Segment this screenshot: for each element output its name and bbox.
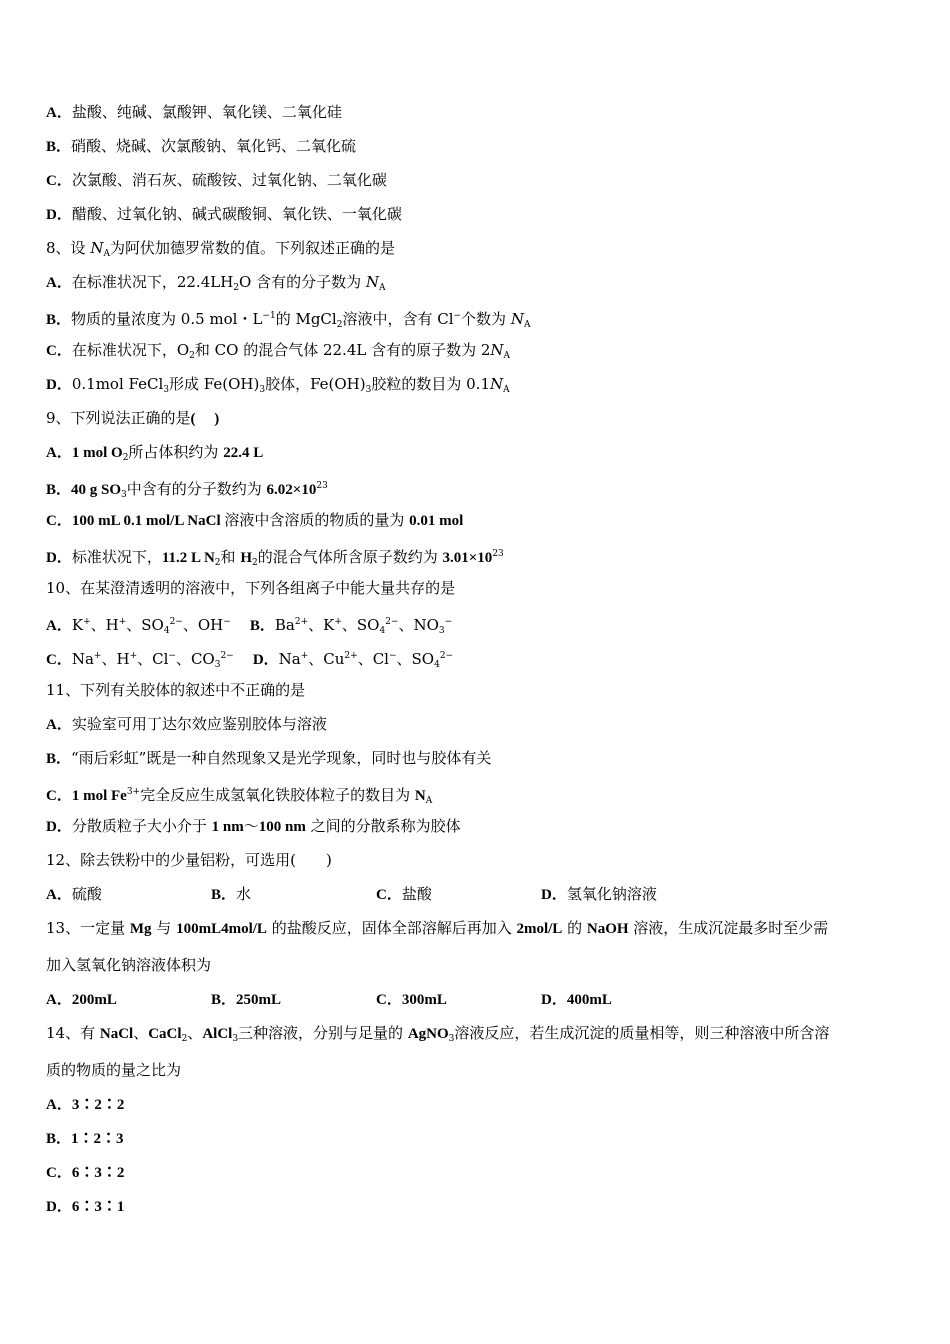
- text-run: A．: [46, 105, 72, 121]
- text-line: [46, 847, 916, 881]
- superscript: 23: [492, 549, 504, 559]
- text-run: 10、在某澄清透明的溶液中，下列各组离子中能大量共存的是: [46, 579, 456, 597]
- subscript: 2: [233, 283, 240, 293]
- text-line: [46, 99, 916, 133]
- text-line: [46, 745, 916, 779]
- subscript: A: [379, 283, 386, 293]
- text-line: [46, 1020, 916, 1057]
- text-run: 、NO: [398, 616, 439, 634]
- subscript: 2: [251, 558, 258, 568]
- text-run: A．200mL: [46, 992, 117, 1008]
- text-run: 、CO: [175, 650, 215, 668]
- text-run: 完全反应生成氢氧化铁胶体粒子的数目为: [140, 786, 415, 804]
- text-run: 40 g SO: [71, 482, 122, 498]
- text-run: 、SO: [341, 616, 380, 634]
- subscript: 3: [214, 660, 221, 670]
- subscript: A: [503, 351, 511, 361]
- answer-option: [46, 986, 211, 1013]
- subscript: A: [425, 796, 433, 806]
- text-run: B．: [46, 312, 72, 328]
- text-run: C．: [46, 788, 72, 804]
- text-run: B．: [46, 482, 72, 498]
- superscript: 2+: [294, 617, 309, 627]
- text-run: 和: [220, 548, 241, 566]
- superscript: 2−: [220, 651, 234, 661]
- text-line: [46, 235, 916, 269]
- answer-option: [541, 986, 706, 1013]
- answer-option: [541, 881, 706, 908]
- text-run: 加入氢氧化钠溶液体积为: [46, 956, 212, 974]
- text-run: A．: [46, 618, 72, 634]
- superscript: −: [444, 617, 453, 627]
- text-run: 硝酸、烧碱、次氯酸钠、氧化钙、二氧化硫: [71, 137, 357, 155]
- subscript: 3: [438, 626, 445, 636]
- text-run: Ba: [274, 616, 295, 634]
- text-line: [46, 575, 916, 609]
- text-run: 盐酸、纯碱、氯酸钾、氧化镁、二氧化硅: [71, 103, 342, 121]
- text-run: AgNO: [407, 1026, 449, 1042]
- text-run: A．: [46, 887, 72, 903]
- superscript: +: [93, 651, 102, 661]
- text-run: K: [71, 616, 84, 634]
- text-run: 在标准状况下，22.4LH: [71, 273, 234, 291]
- text-run: 100 nm: [258, 819, 306, 835]
- text-run: 水: [236, 885, 252, 903]
- text-run: 9、下列说法正确的是: [46, 409, 191, 427]
- subscript: 3: [448, 1034, 455, 1044]
- text-line: [46, 371, 916, 405]
- text-run: ～: [243, 817, 259, 835]
- superscript: +: [129, 651, 138, 661]
- text-run: 氢氧化钠溶液: [566, 885, 657, 903]
- text-line: [46, 915, 916, 952]
- superscript: −1: [262, 311, 276, 321]
- superscript: +: [118, 617, 127, 627]
- text-run: 为阿伏加德罗常数的值。下列叙述正确的是: [109, 239, 395, 257]
- text-line: [46, 986, 916, 1020]
- text-line: [46, 813, 916, 847]
- text-run: 硫酸: [71, 885, 102, 903]
- text-line: [46, 405, 916, 439]
- answer-option: [376, 986, 541, 1013]
- subscript: 4: [163, 626, 170, 636]
- text-run: 、SO: [126, 616, 164, 634]
- text-run: N: [510, 310, 524, 328]
- text-run: 0.1mol FeCl: [71, 375, 164, 393]
- text-line: [46, 1193, 916, 1227]
- superscript: 23: [316, 481, 328, 491]
- text-run: C．6∶3∶2: [46, 1165, 125, 1181]
- text-run: 个数为: [461, 310, 511, 328]
- superscript: 2−: [169, 617, 183, 627]
- superscript: −: [168, 651, 176, 661]
- text-run: 次氯酸、消石灰、硫酸铵、过氧化钠、二氧化碳: [71, 171, 387, 189]
- subscript: 4: [379, 626, 386, 636]
- superscript: −: [223, 617, 231, 627]
- text-run: 、H: [101, 650, 130, 668]
- text-run: CaCl: [148, 1026, 182, 1042]
- text-run: 0.01 mol: [409, 513, 464, 529]
- text-run: “雨后彩虹”既是一种自然现象又是光学现象，同时也与胶体有关: [71, 749, 492, 767]
- text-run: [231, 616, 250, 634]
- text-run: 实验室可用丁达尔效应鉴别胶体与溶液: [71, 715, 327, 733]
- text-run: H: [240, 550, 252, 566]
- text-run: D．: [46, 377, 72, 393]
- text-run: 之间的分散系称为胶体: [305, 817, 461, 835]
- text-line: [46, 167, 916, 201]
- superscript: +: [334, 617, 342, 627]
- subscript: A: [503, 385, 510, 395]
- text-line: [46, 507, 916, 541]
- text-run: 标准状况下，: [71, 548, 162, 566]
- text-run: A．: [46, 275, 72, 291]
- text-run: 1 mol Fe: [71, 788, 127, 804]
- text-run: B．1∶2∶3: [46, 1131, 124, 1147]
- text-run: 胶体，Fe(OH): [265, 375, 366, 393]
- text-run: B．: [46, 751, 72, 767]
- subscript: A: [103, 249, 110, 259]
- text-run: C．: [376, 887, 402, 903]
- text-run: 盐酸: [401, 885, 432, 903]
- text-run: Mg: [129, 921, 152, 937]
- text-run: D．400mL: [541, 992, 612, 1008]
- text-run: 8、设: [46, 239, 91, 257]
- text-run: 100mL4mol/L: [176, 921, 267, 937]
- text-run: C．300mL: [376, 992, 447, 1008]
- text-run: 醋酸、过氧化钠、碱式碳酸铜、氧化铁、一氧化碳: [71, 205, 402, 223]
- subscript: 2: [181, 1034, 188, 1044]
- text-run: A．: [46, 445, 72, 461]
- text-run: 、OH: [182, 616, 224, 634]
- subscript: 3: [259, 385, 266, 395]
- subscript: 3: [121, 490, 127, 500]
- text-run: 的盐酸反应，固体全部溶解后再加入: [266, 919, 517, 937]
- superscript: 2−: [385, 617, 399, 627]
- text-line: [46, 133, 916, 167]
- text-run: O 含有的分子数为: [239, 273, 366, 291]
- text-run: 溶液中含溶质的物质的量为: [224, 511, 410, 529]
- text-run: D．: [46, 550, 72, 566]
- text-line: [46, 1125, 916, 1159]
- text-run: B．: [211, 887, 237, 903]
- text-run: D．: [46, 819, 72, 835]
- text-line: [46, 269, 916, 303]
- text-run: C．: [46, 173, 72, 189]
- text-run: 、Cu: [308, 650, 345, 668]
- text-run: 所占体积约为: [128, 443, 224, 461]
- text-line: [46, 711, 916, 745]
- subscript: 2: [336, 320, 343, 330]
- text-run: N: [414, 788, 426, 804]
- text-run: 1 mol O: [71, 445, 123, 461]
- text-run: 、Cl: [357, 650, 389, 668]
- text-run: 溶液中，含有 Cl: [342, 310, 454, 328]
- text-run: N: [365, 273, 379, 291]
- text-run: 、Cl: [137, 650, 169, 668]
- text-run: C．: [46, 343, 72, 359]
- text-line: [46, 439, 916, 473]
- text-run: 的: [562, 919, 587, 937]
- text-run: B．: [46, 139, 72, 155]
- text-line: [46, 1091, 916, 1125]
- text-run: 的 MgCl: [275, 310, 337, 328]
- text-run: 和 CO 的混合气体 22.4L 含有的原子数为 2: [194, 341, 491, 359]
- text-line: [46, 337, 916, 371]
- text-run: 22.4 L: [223, 445, 264, 461]
- text-run: 2mol/L: [516, 921, 563, 937]
- text-line: [46, 303, 916, 337]
- subscript: 3: [232, 1034, 239, 1044]
- subscript: 2: [122, 453, 129, 463]
- text-run: 分散质粒子大小介于: [71, 817, 212, 835]
- answer-option: [46, 881, 211, 908]
- text-run: 100 mL 0.1 mol/L NaCl: [71, 513, 225, 529]
- superscript: 2−: [439, 651, 454, 661]
- superscript: −: [388, 651, 397, 661]
- text-run: 、: [133, 1024, 149, 1042]
- superscript: −: [453, 311, 462, 321]
- text-run: 物质的量浓度为 0.5 mol・L: [71, 310, 263, 328]
- text-line: [46, 952, 916, 986]
- text-run: 、K: [308, 616, 335, 634]
- text-run: 三种溶液，分别与足量的: [238, 1024, 408, 1042]
- text-run: 的混合气体所含原子数约为: [257, 548, 443, 566]
- text-line: [46, 1057, 916, 1091]
- text-line: [46, 609, 916, 643]
- text-line: [46, 779, 916, 813]
- text-run: AlCl: [202, 1026, 233, 1042]
- text-run: 中含有的分子数约为: [126, 480, 267, 498]
- text-line: [46, 473, 916, 507]
- text-run: 1 nm: [211, 819, 244, 835]
- text-run: 、SO: [396, 650, 435, 668]
- superscript: 3+: [126, 787, 141, 797]
- text-line: [46, 881, 916, 915]
- text-run: 6.02×10: [266, 482, 317, 498]
- answer-option: [211, 986, 376, 1013]
- superscript: +: [83, 617, 91, 627]
- text-run: A．: [46, 717, 72, 733]
- text-run: B．250mL: [211, 992, 282, 1008]
- text-line: [46, 677, 916, 711]
- text-run: N: [490, 341, 504, 359]
- text-line: [46, 643, 916, 677]
- text-run: N: [489, 375, 504, 393]
- text-run: 溶液反应，若生成沉淀的质量相等，则三种溶液中所含溶: [454, 1024, 830, 1042]
- superscript: 2+: [344, 651, 358, 661]
- text-run: N: [90, 239, 104, 257]
- text-run: C．: [46, 513, 72, 529]
- text-run: 溶液，生成沉淀最多时至少需: [628, 919, 829, 937]
- answer-option: [211, 881, 376, 908]
- text-run: D．6∶3∶1: [46, 1199, 125, 1215]
- subscript: A: [523, 320, 531, 330]
- text-run: Na: [278, 650, 301, 668]
- text-run: NaCl: [99, 1026, 134, 1042]
- text-run: 11.2 L N: [161, 550, 215, 566]
- text-run: 、: [187, 1024, 203, 1042]
- text-run: 胶粒的数目为 0.1: [371, 375, 490, 393]
- text-run: C．: [46, 652, 72, 668]
- text-line: [46, 541, 916, 575]
- text-run: A．3∶2∶2: [46, 1097, 125, 1113]
- text-run: 形成 Fe(OH): [169, 375, 260, 393]
- subscript: 2: [189, 351, 195, 361]
- text-run: Na: [71, 650, 94, 668]
- superscript: +: [300, 651, 309, 661]
- subscript: 4: [434, 660, 440, 670]
- text-run: D．: [252, 652, 279, 668]
- text-run: NaOH: [586, 921, 629, 937]
- subscript: 3: [365, 385, 372, 395]
- text-run: ( ): [190, 411, 220, 427]
- text-run: 与: [151, 919, 177, 937]
- text-run: D．: [46, 207, 72, 223]
- answer-option: [376, 881, 541, 908]
- text-line: [46, 1159, 916, 1193]
- text-line: [46, 201, 916, 235]
- text-run: 、H: [90, 616, 119, 634]
- text-run: B．: [249, 618, 275, 634]
- document-body: [46, 99, 916, 1227]
- text-run: 12、除去铁粉中的少量铝粉，可选用( ): [46, 851, 332, 869]
- text-run: 在标准状况下，O: [71, 341, 190, 359]
- text-run: 13、一定量: [46, 919, 130, 937]
- text-run: [234, 650, 253, 668]
- text-run: 质的物质的量之比为: [46, 1061, 182, 1079]
- subscript: 3: [163, 385, 169, 395]
- text-run: D．: [541, 887, 567, 903]
- subscript: 2: [214, 558, 221, 568]
- text-run: 3.01×10: [442, 550, 493, 566]
- text-run: 14、有: [46, 1024, 100, 1042]
- text-run: 11、下列有关胶体的叙述中不正确的是: [46, 681, 306, 699]
